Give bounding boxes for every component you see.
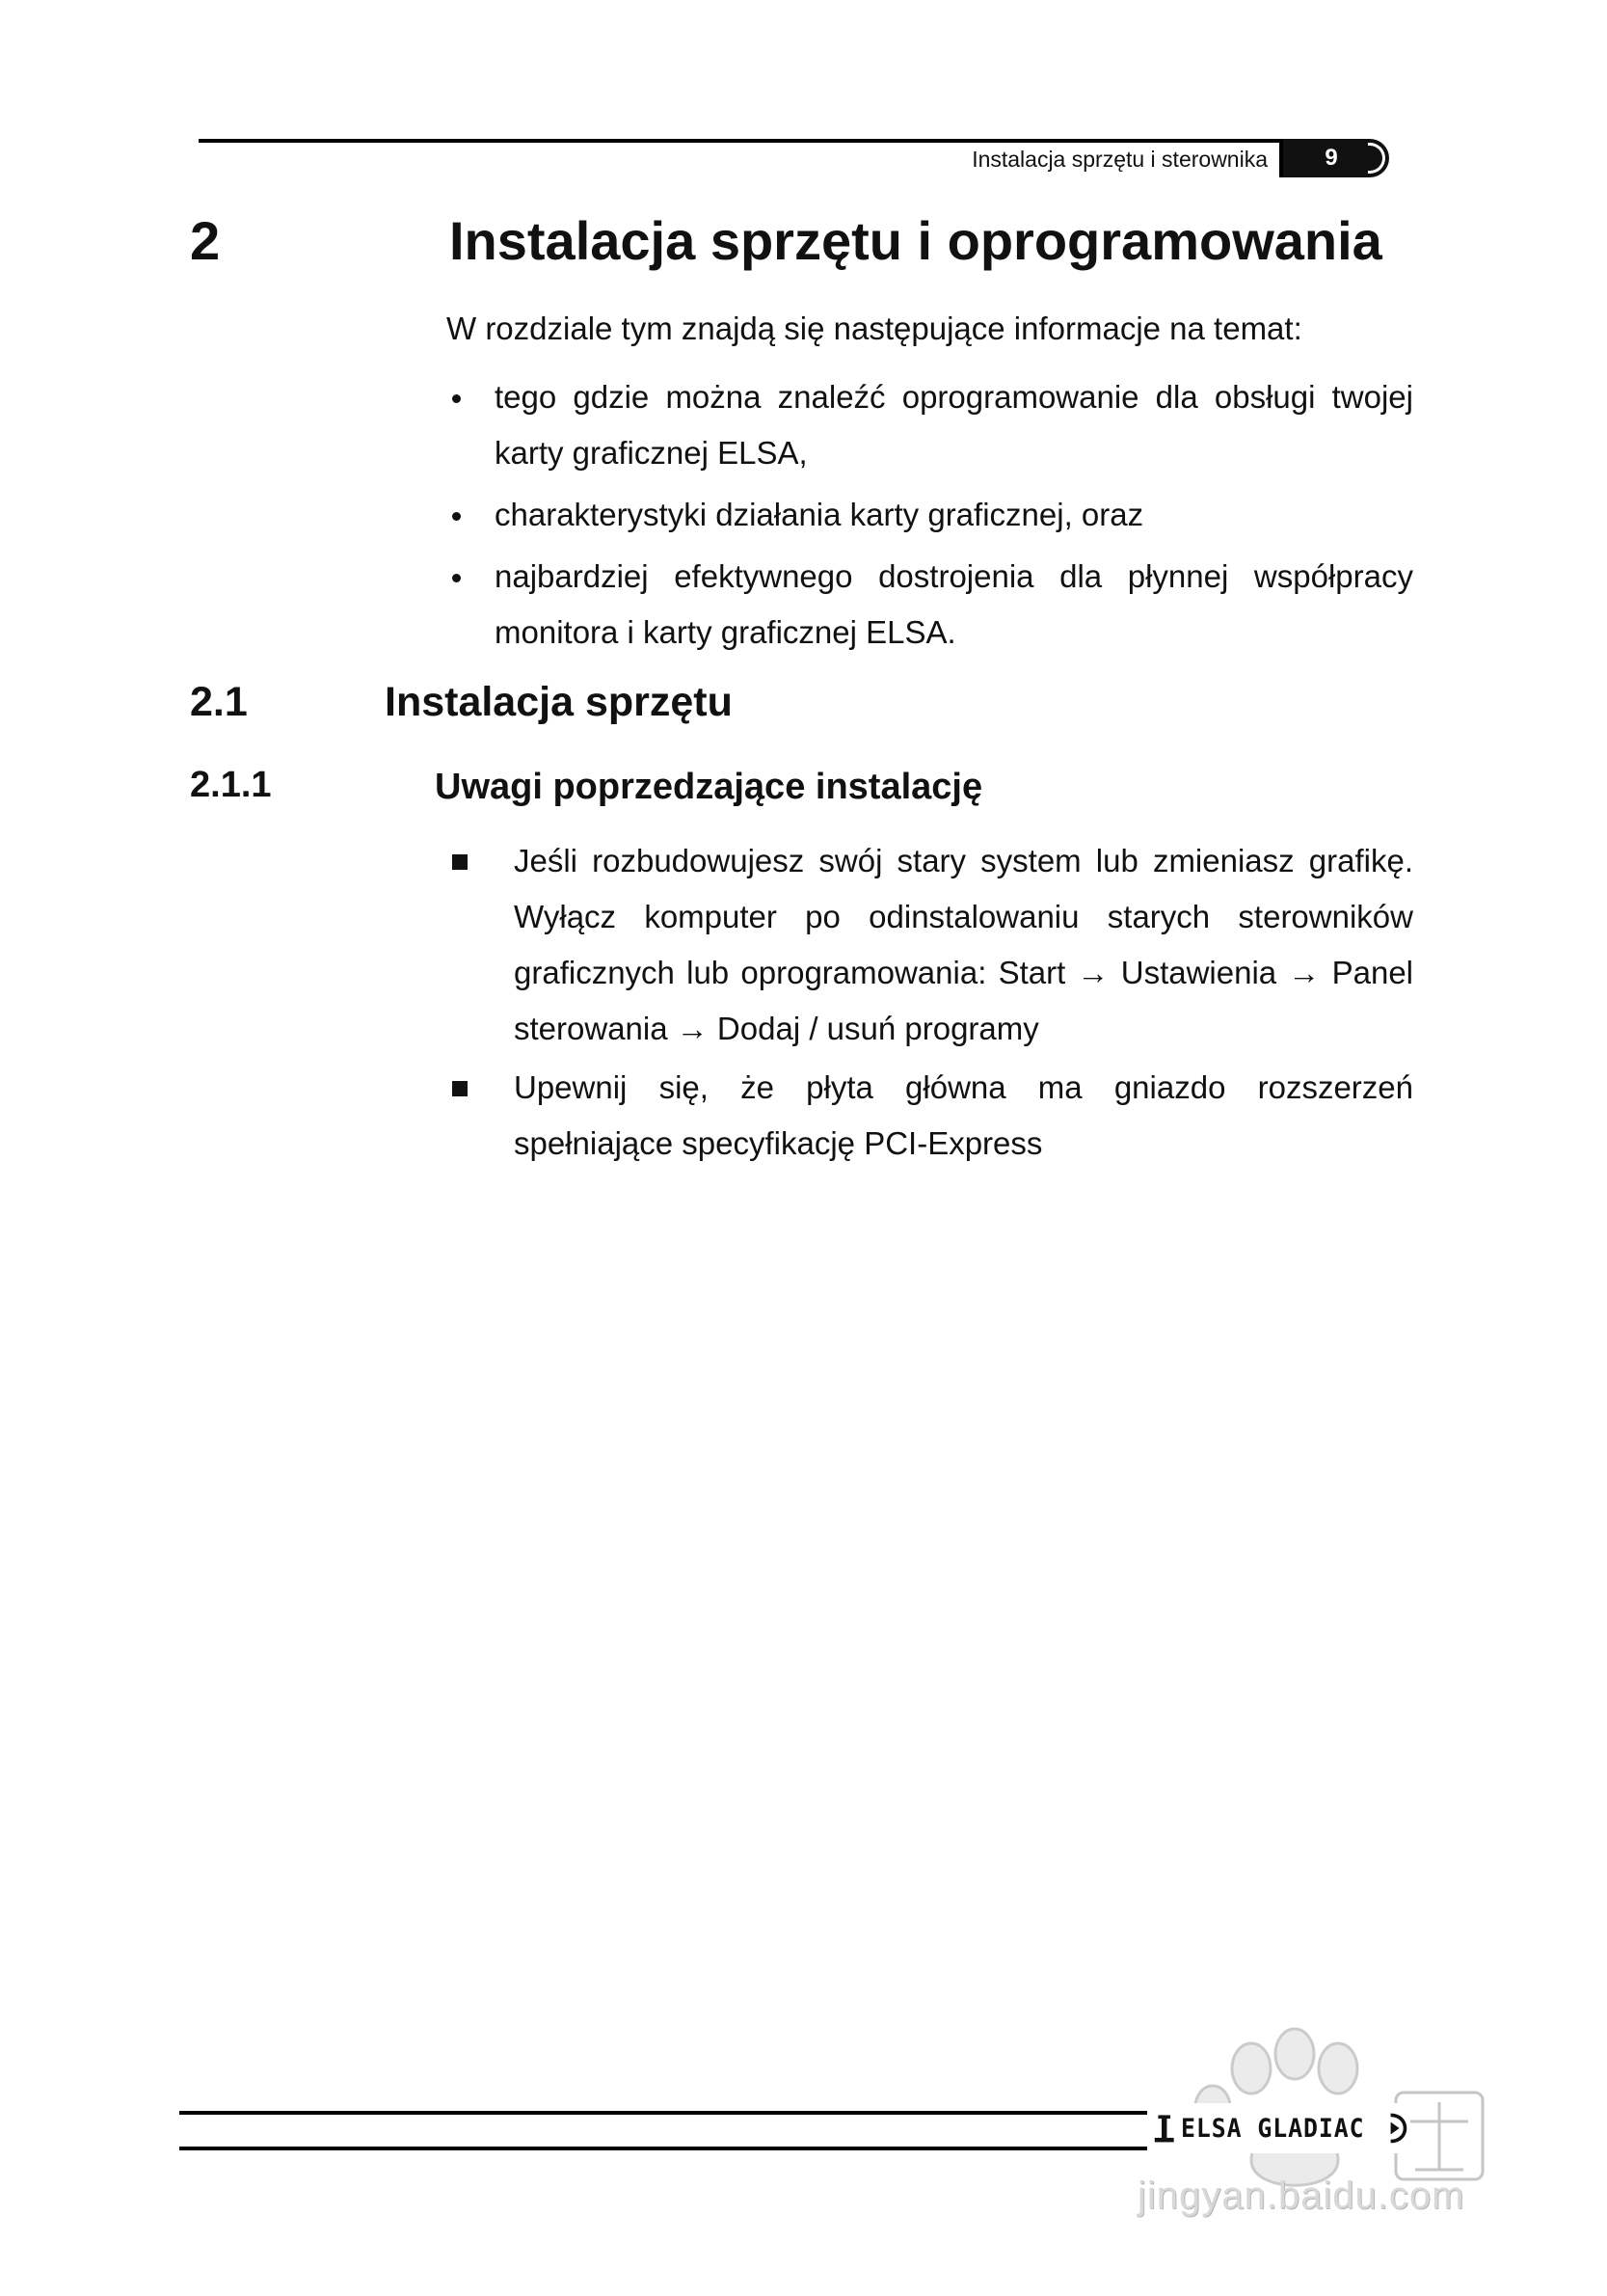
elsa-gladiac-logo — [1147, 2103, 1409, 2153]
footer-brand: ELSA GLADIAC — [1181, 2113, 1365, 2144]
square-bullet-icon — [452, 1081, 468, 1096]
square-bullet-icon — [452, 854, 468, 870]
running-title: Instalacja sprzętu i sterownika — [972, 147, 1268, 172]
page-number-tab — [1283, 139, 1389, 177]
watermark-text: jingyan.baidu.com — [1138, 2174, 1465, 2217]
bullet-dot-icon — [452, 394, 461, 403]
section-number: 2.1 — [190, 679, 248, 725]
list-item-text: najbardziej efektywnego dostrojenia dla płynnej współpracy monitora i karty graficznej ELSA. — [495, 558, 1413, 650]
list-item — [446, 487, 1413, 543]
list-item — [446, 369, 1413, 481]
chapter-title: Instalacja sprzętu i oprogramowania — [449, 210, 1382, 271]
chapter-intro: W rozdziale tym znajdą się następujące informacje na temat: — [446, 311, 1302, 346]
bullet-dot-icon — [452, 574, 461, 582]
bullet-dot-icon — [452, 512, 461, 521]
elsa-logo-mark-icon — [1153, 2110, 1175, 2147]
subsection-title: Uwagi poprzedzające instalację — [435, 767, 983, 807]
list-item-text: Jeśli rozbudowujesz swój stary system lub zmieniasz grafikę. Wyłącz komputer po odinstalowaniu starych sterowników graficznych lub oprogramowania: Start → Ustawienia → Panel sterowania → Dodaj / usuń programy — [514, 843, 1413, 1046]
header-rule — [199, 139, 1283, 143]
list-item — [446, 833, 1413, 1057]
list-item — [446, 1060, 1413, 1172]
intro-bullet-list — [446, 369, 1413, 666]
chapter-number: 2 — [190, 210, 221, 271]
section-title: Instalacja sprzętu — [385, 679, 733, 725]
preinstall-notes-list — [446, 833, 1413, 1175]
list-item-text: tego gdzie można znaleźć oprogramowanie dla obsługi twojej karty graficznej ELSA, — [495, 379, 1413, 471]
list-item — [446, 549, 1413, 661]
subsection-number: 2.1.1 — [190, 765, 272, 805]
list-item-text: charakterystyki działania karty graficznej, oraz — [495, 497, 1144, 532]
page-number: 9 — [1325, 145, 1338, 171]
logo-arc-icon — [1387, 2110, 1409, 2147]
list-item-text: Upewnij się, że płyta główna ma gniazdo rozszerzeń spełniające specyfikację PCI-Express — [514, 1069, 1413, 1161]
